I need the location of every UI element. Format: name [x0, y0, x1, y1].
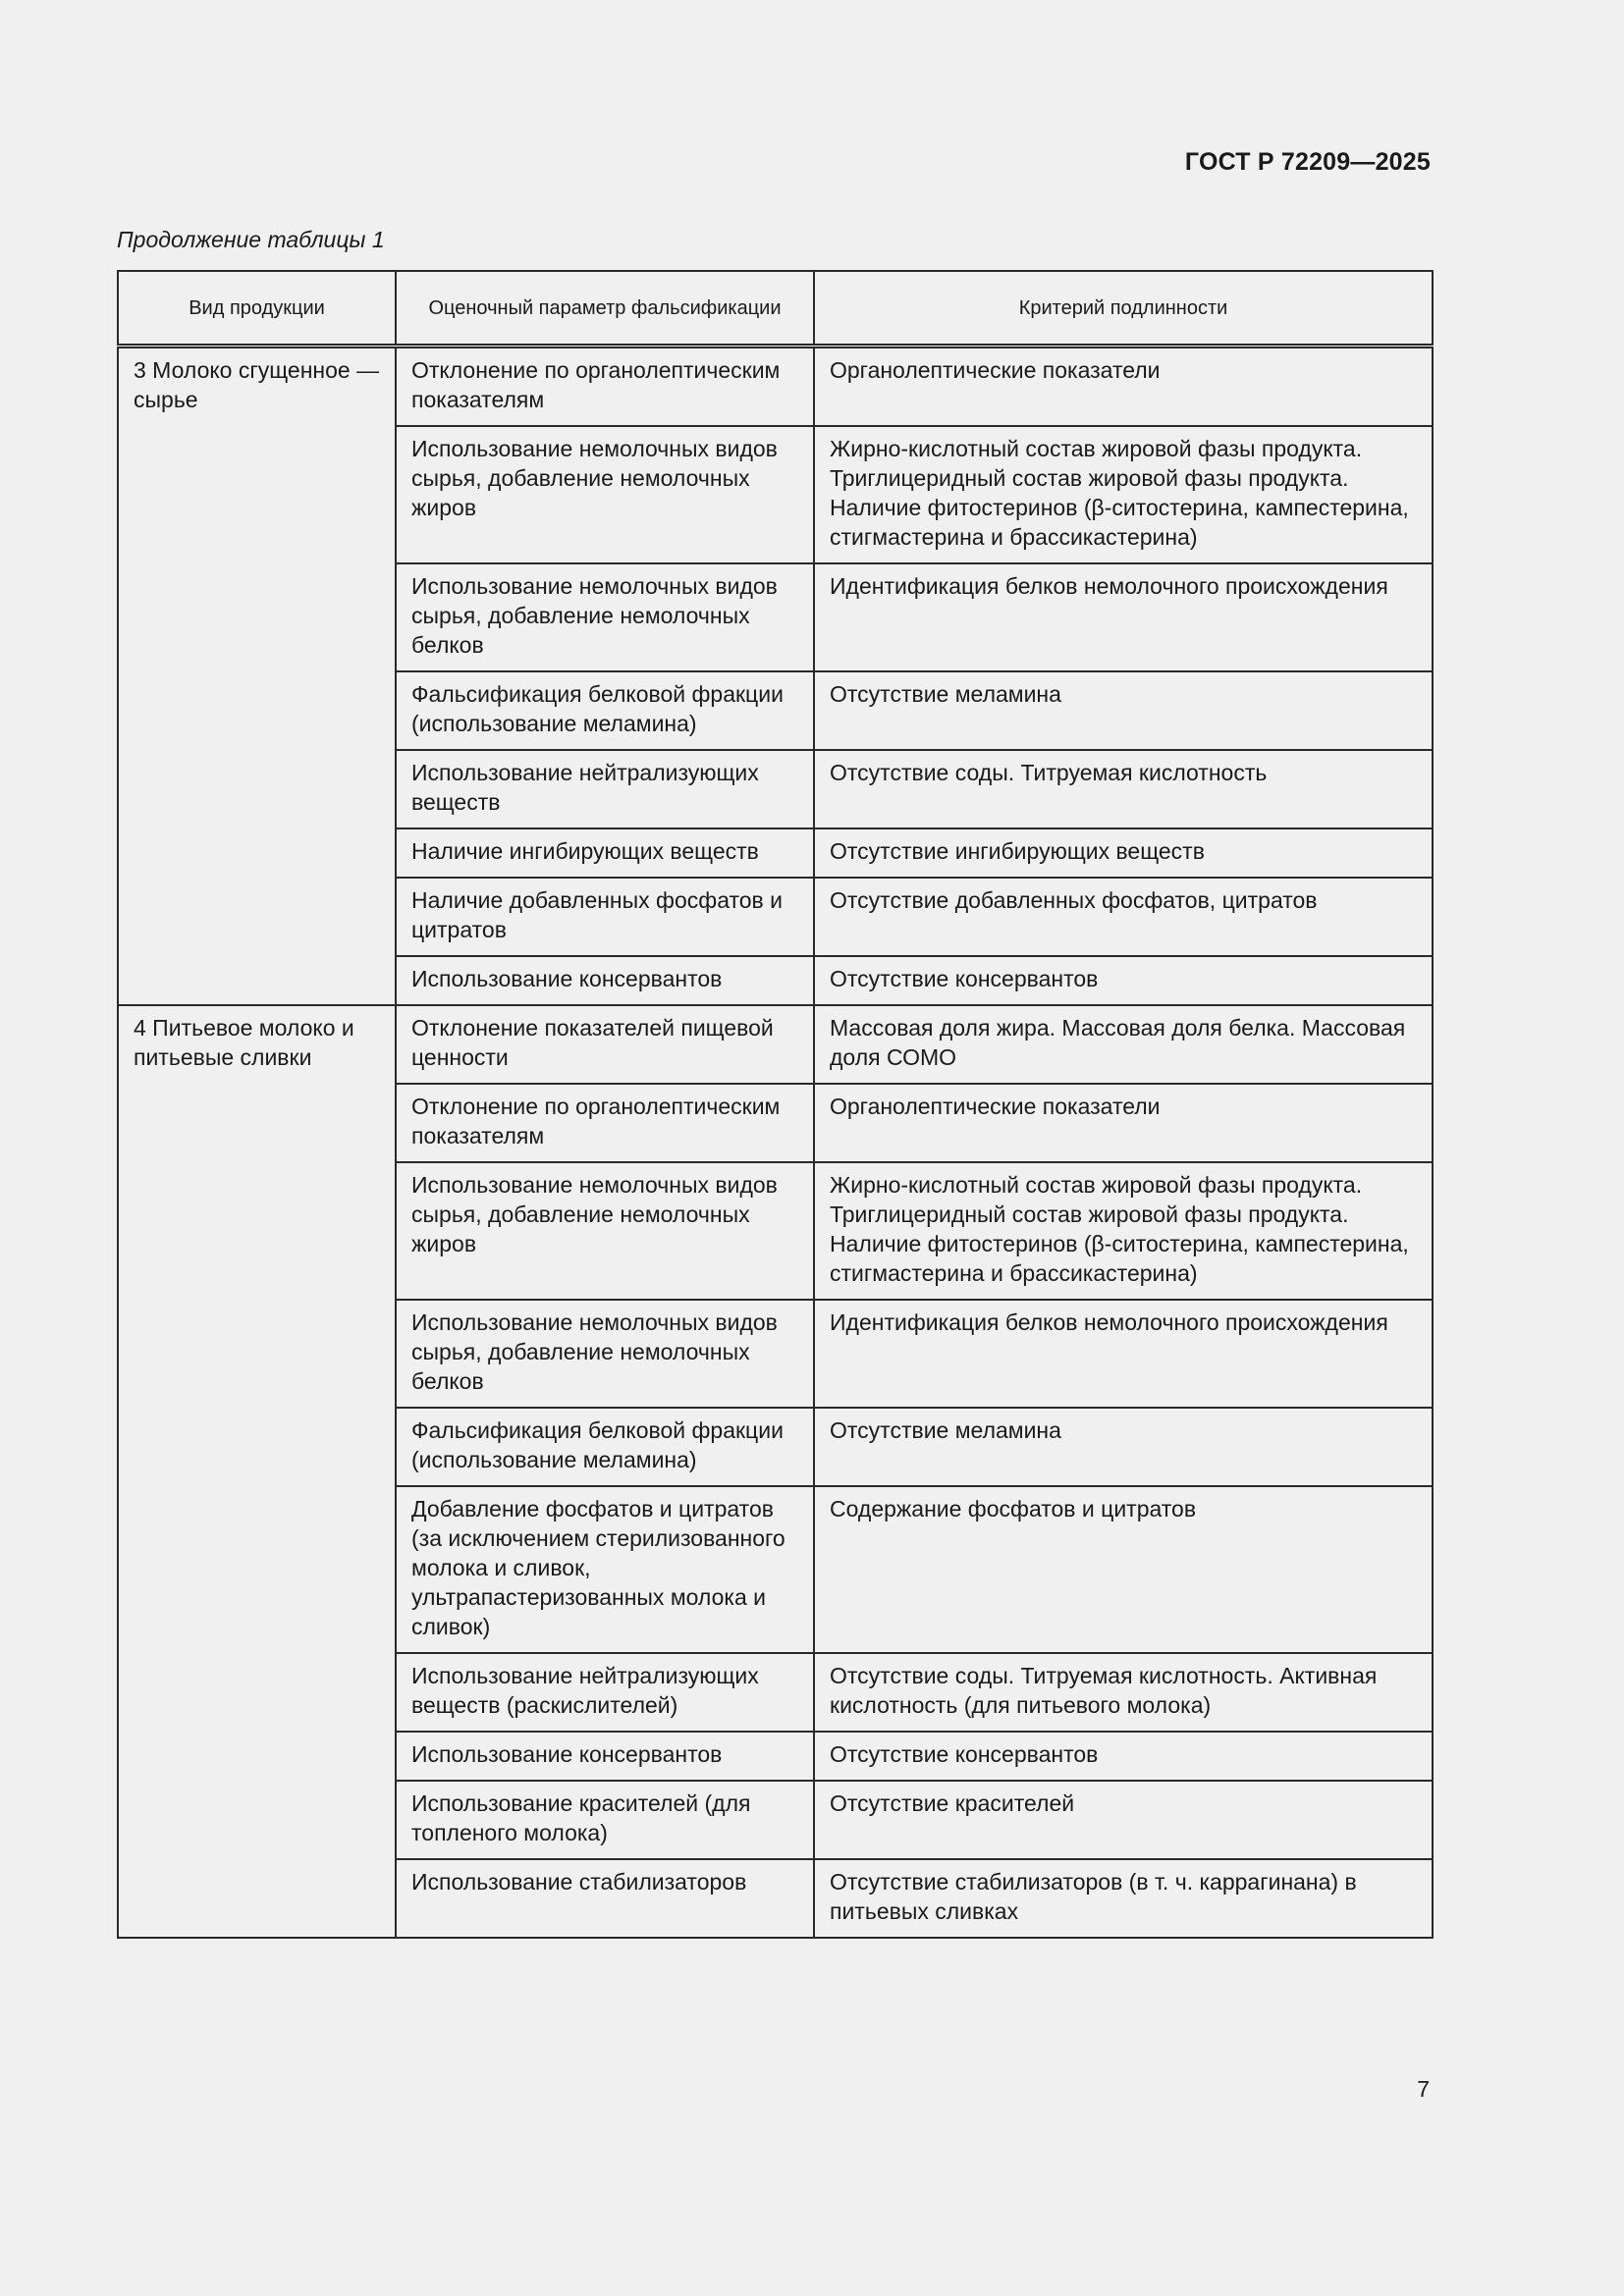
parameter-cell: Отклонение показателей пищевой ценности — [396, 1005, 814, 1084]
table-row — [118, 1005, 1433, 1084]
criterion-cell: Отсутствие красителей — [814, 1781, 1433, 1859]
parameter-cell: Фальсификация белковой фракции (использование меламина) — [396, 671, 814, 750]
parameter-cell: Использование красителей (для топленого молока) — [396, 1781, 814, 1859]
parameter-cell: Наличие ингибирующих веществ — [396, 828, 814, 878]
criterion-cell: Отсутствие соды. Титруемая кислотность. Активная кислотность (для питьевого молока) — [814, 1653, 1433, 1732]
parameter-cell: Использование немолочных видов сырья, добавление немолочных белков — [396, 563, 814, 671]
criterion-cell: Жирно-кислотный состав жировой фазы продукта. Триглицеридный состав жировой фазы продукта. Наличие фитостеринов (β-ситостерина, кампестерина, стигмастерина и брассикастерина) — [814, 1162, 1433, 1300]
criterion-cell: Массовая доля жира. Массовая доля белка. Массовая доля СОМО — [814, 1005, 1433, 1084]
criterion-cell: Отсутствие меламина — [814, 1408, 1433, 1486]
criterion-cell: Отсутствие стабилизаторов (в т. ч. каррагинана) в питьевых сливках — [814, 1859, 1433, 1938]
table-header-row — [118, 271, 1433, 347]
product-cell: 4 Питьевое молоко и питьевые сливки — [118, 1005, 396, 1938]
column-header-product: Вид продукции — [118, 271, 396, 347]
criterion-cell: Отсутствие меламина — [814, 671, 1433, 750]
criterion-cell: Отсутствие соды. Титруемая кислотность — [814, 750, 1433, 828]
parameter-cell: Использование немолочных видов сырья, добавление немолочных жиров — [396, 426, 814, 563]
criterion-cell: Отсутствие ингибирующих веществ — [814, 828, 1433, 878]
parameter-cell: Отклонение по органолептическим показателям — [396, 1084, 814, 1162]
table-row — [118, 347, 1433, 427]
criterion-cell: Органолептические показатели — [814, 347, 1433, 427]
parameter-cell: Использование немолочных видов сырья, добавление немолочных белков — [396, 1300, 814, 1408]
page-number: 7 — [1417, 2076, 1430, 2102]
parameter-cell: Использование нейтрализующих веществ (раскислителей) — [396, 1653, 814, 1732]
criterion-cell: Отсутствие консервантов — [814, 1732, 1433, 1781]
parameter-cell: Наличие добавленных фосфатов и цитратов — [396, 878, 814, 956]
criterion-cell: Органолептические показатели — [814, 1084, 1433, 1162]
product-cell: 3 Молоко сгущенное — сырье — [118, 347, 396, 1006]
criterion-cell: Жирно-кислотный состав жировой фазы продукта. Триглицеридный состав жировой фазы продукта. Наличие фитостеринов (β-ситостерина, кампестерина, стигмастерина и брассикастерина) — [814, 426, 1433, 563]
column-header-criterion: Критерий подлинности — [814, 271, 1433, 347]
parameter-cell: Использование консервантов — [396, 1732, 814, 1781]
criterion-cell: Идентификация белков немолочного происхождения — [814, 1300, 1433, 1408]
criterion-cell: Отсутствие консервантов — [814, 956, 1433, 1005]
parameter-cell: Отклонение по органолептическим показателям — [396, 347, 814, 427]
parameter-cell: Использование стабилизаторов — [396, 1859, 814, 1938]
column-header-parameter: Оценочный параметр фальсификации — [396, 271, 814, 347]
falsification-table — [117, 270, 1434, 1939]
parameter-cell: Использование немолочных видов сырья, добавление немолочных жиров — [396, 1162, 814, 1300]
parameter-cell: Фальсификация белковой фракции (использование меламина) — [396, 1408, 814, 1486]
parameter-cell: Использование консервантов — [396, 956, 814, 1005]
parameter-cell: Добавление фосфатов и цитратов (за исключением стерилизованного молока и сливок, ультрапастеризованных молока и сливок) — [396, 1486, 814, 1653]
parameter-cell: Использование нейтрализующих веществ — [396, 750, 814, 828]
standard-code: ГОСТ Р 72209—2025 — [1184, 148, 1431, 176]
criterion-cell: Содержание фосфатов и цитратов — [814, 1486, 1433, 1653]
criterion-cell: Идентификация белков немолочного происхождения — [814, 563, 1433, 671]
criterion-cell: Отсутствие добавленных фосфатов, цитратов — [814, 878, 1433, 956]
table-caption: Продолжение таблицы 1 — [117, 227, 385, 252]
